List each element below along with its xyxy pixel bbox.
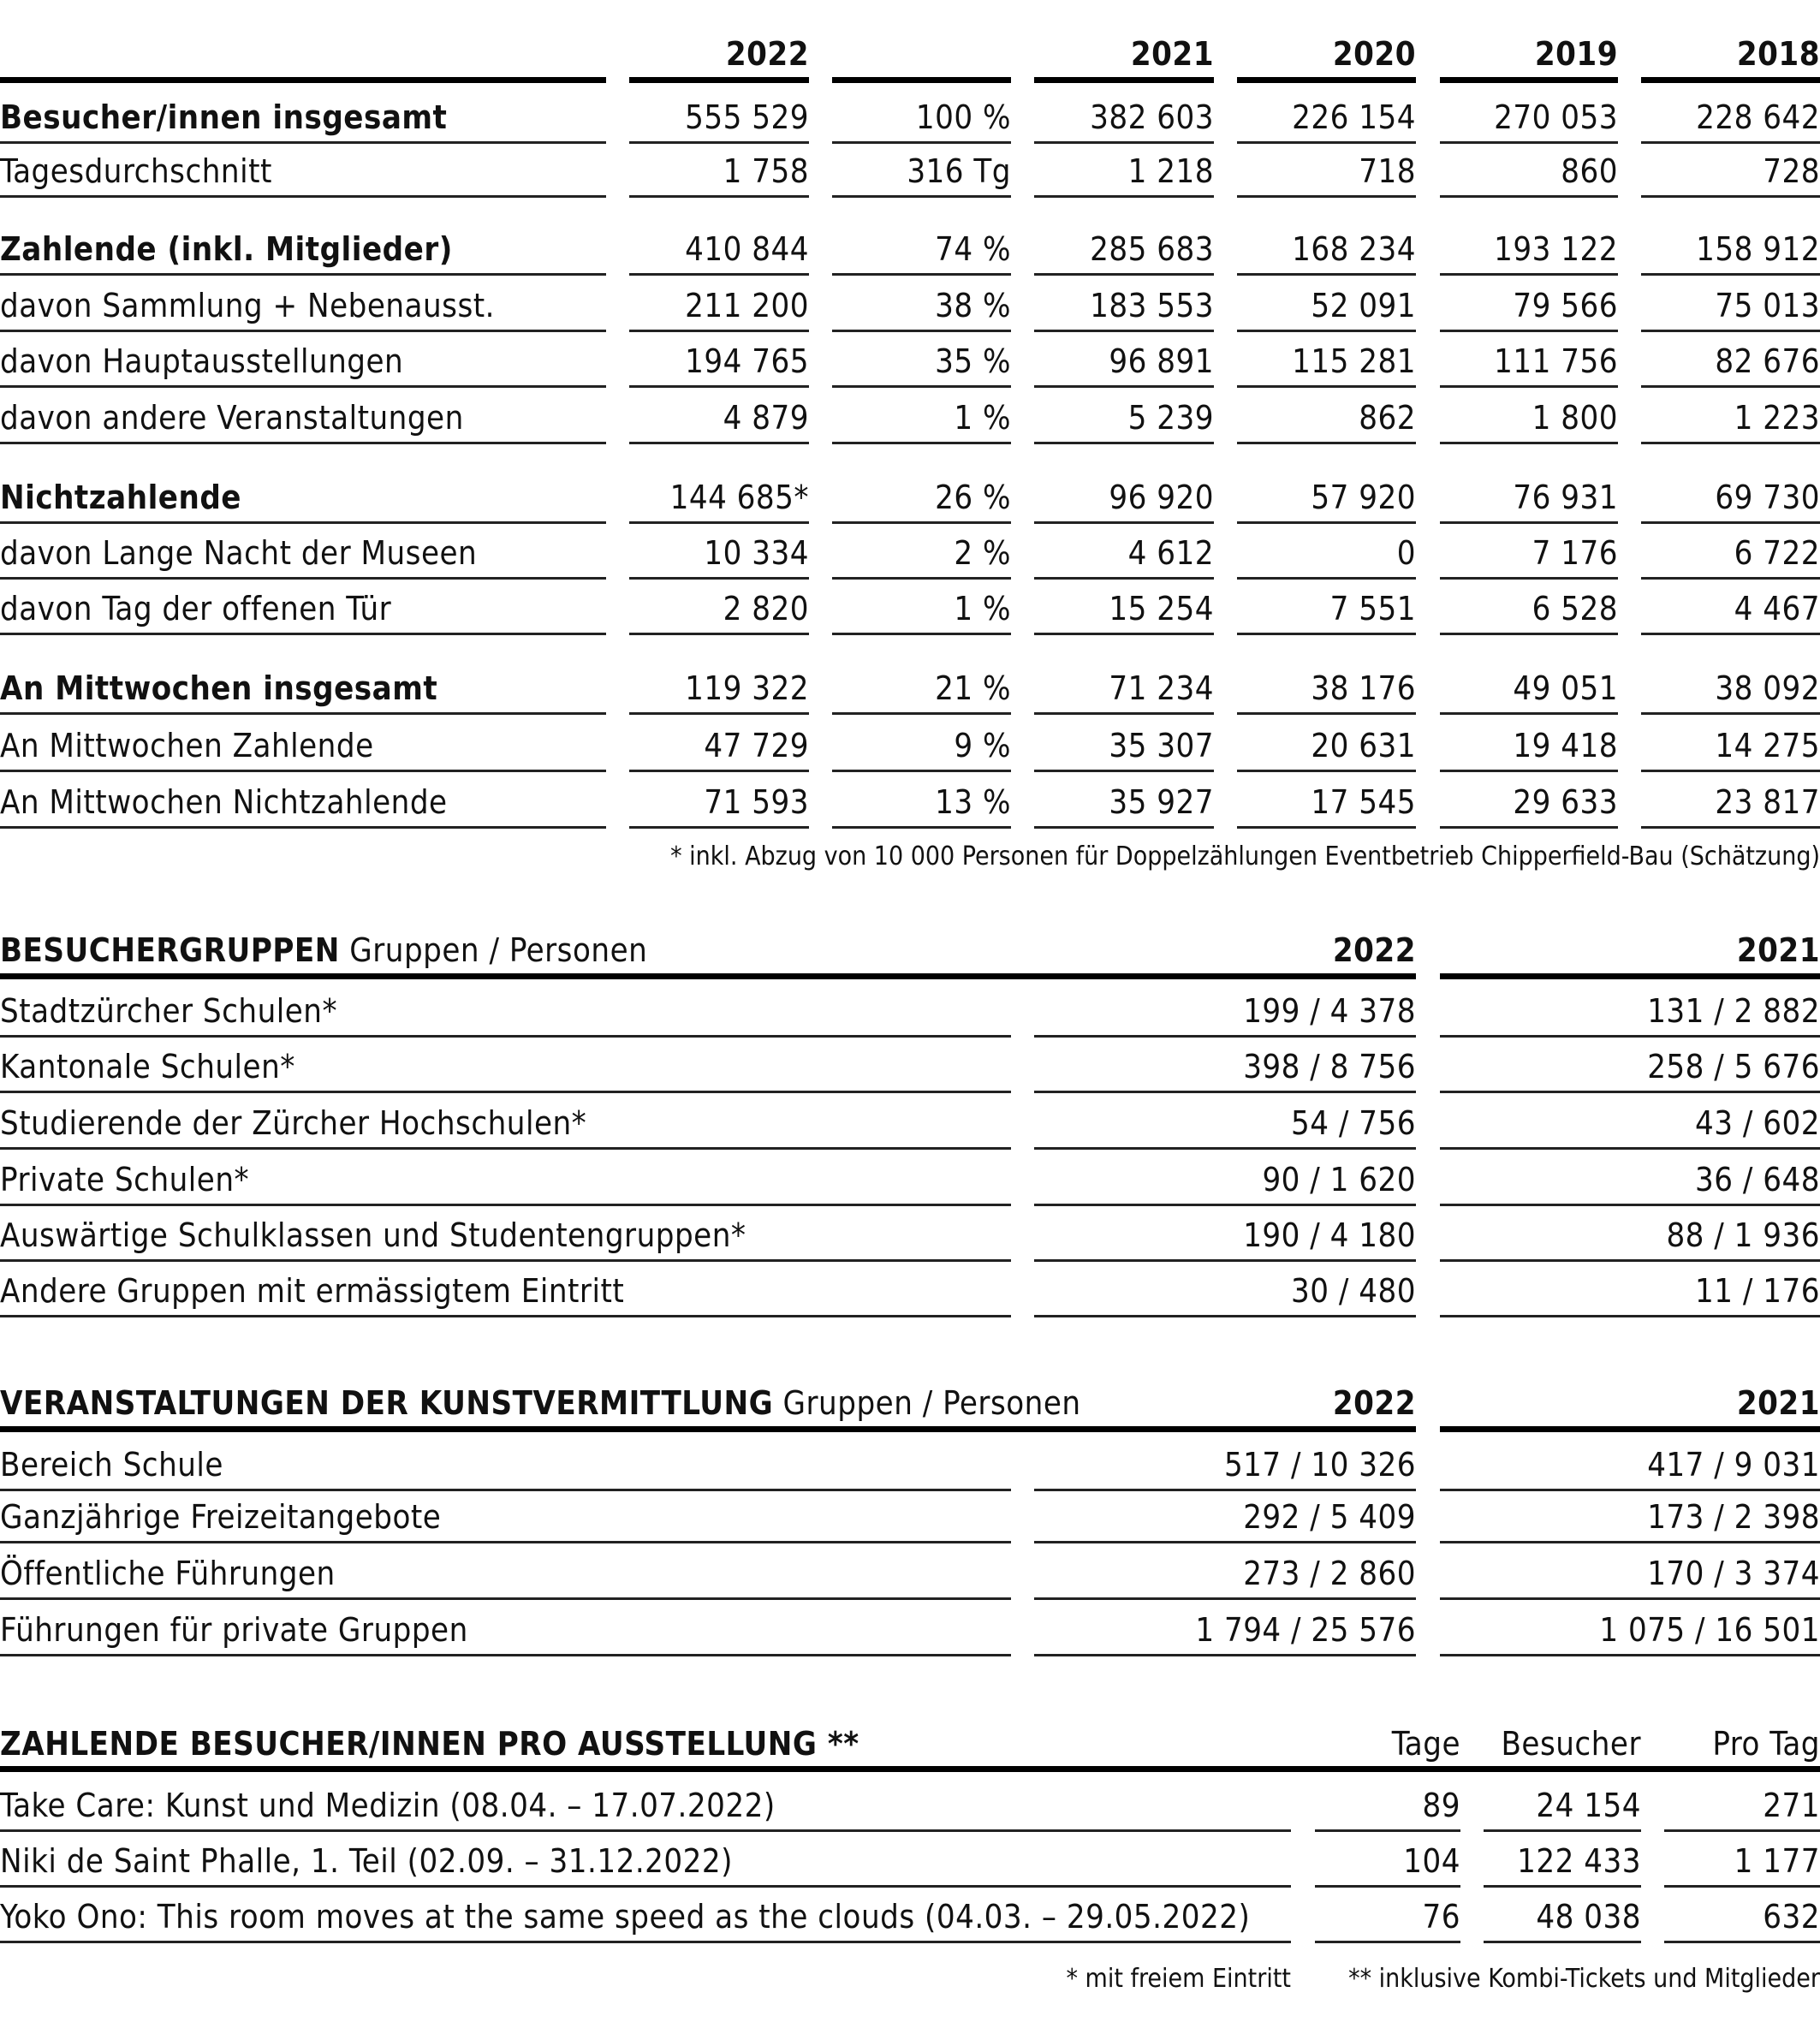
section-subtitle: Gruppen / Personen	[782, 1384, 1081, 1422]
cell-value: 2 %	[954, 534, 1011, 572]
row-rule	[0, 577, 606, 580]
row-label: Stadtzürcher Schulen*	[0, 992, 338, 1030]
row-rule	[1641, 826, 1820, 829]
cell-value: 190 / 4 180	[1243, 1216, 1416, 1254]
row-rule	[0, 1204, 1011, 1206]
row-rule	[1315, 1941, 1460, 1943]
row-rule	[0, 1259, 1011, 1262]
footnote: * inkl. Abzug von 10 000 Personen für Doppelzählungen Eventbetrieb Chipperfield-Bau (Schätzung)	[670, 842, 1820, 871]
cell-value: 11 / 176	[1695, 1272, 1820, 1310]
row-label: davon Sammlung + Nebenausst.	[0, 287, 496, 324]
cell-value: 1 %	[954, 399, 1011, 437]
row-rule	[629, 633, 809, 635]
row-rule	[0, 141, 606, 144]
header-rule	[1237, 77, 1416, 83]
row-label: An Mittwochen insgesamt	[0, 669, 438, 707]
cell-value: 38 092	[1715, 669, 1820, 707]
header-rule	[1034, 77, 1214, 83]
column-header: Besucher	[1501, 1725, 1641, 1763]
row-rule	[0, 442, 606, 444]
row-label: Studierende der Zürcher Hochschulen*	[0, 1104, 587, 1142]
cell-value: 398 / 8 756	[1243, 1048, 1416, 1085]
cell-value: 173 / 2 398	[1647, 1498, 1820, 1536]
cell-value: 632	[1763, 1898, 1820, 1936]
header-rule	[832, 77, 1011, 83]
row-rule	[1315, 1885, 1460, 1888]
row-rule	[832, 577, 1011, 580]
cell-value: 194 765	[685, 342, 809, 380]
row-rule	[1034, 577, 1214, 580]
cell-value: 1 177	[1734, 1842, 1820, 1880]
cell-value: 1 800	[1532, 399, 1618, 437]
row-rule	[1440, 1147, 1820, 1150]
header-rule	[1440, 1426, 1820, 1432]
cell-value: 258 / 5 676	[1647, 1048, 1820, 1085]
cell-value: 144 685*	[669, 479, 809, 516]
column-header: Tage	[1391, 1725, 1460, 1763]
row-rule	[0, 1654, 1011, 1656]
row-rule	[1641, 141, 1820, 144]
row-rule	[1440, 442, 1618, 444]
row-rule	[1440, 1259, 1820, 1262]
cell-value: 38 %	[935, 287, 1011, 324]
year-header: 2021	[1736, 931, 1820, 969]
row-rule	[1664, 1885, 1820, 1888]
cell-value: 285 683	[1090, 230, 1214, 268]
cell-value: 382 603	[1090, 98, 1214, 136]
cell-value: 1 758	[723, 152, 809, 190]
row-label: Öffentliche Führungen	[0, 1555, 336, 1592]
cell-value: 74 %	[935, 230, 1011, 268]
cell-value: 21 %	[935, 669, 1011, 707]
cell-value: 30 / 480	[1291, 1272, 1416, 1310]
row-rule	[1641, 273, 1820, 276]
cell-value: 10 334	[704, 534, 809, 572]
footnote-kombi: ** inklusive Kombi-Tickets und Mitglieder	[1348, 1964, 1820, 1994]
row-rule	[1440, 195, 1618, 198]
row-rule	[1034, 1489, 1416, 1491]
cell-value: 7 176	[1532, 534, 1618, 572]
row-label: Yoko Ono: This room moves at the same speed as the clouds (04.03. – 29.05.2022)	[0, 1898, 1251, 1936]
row-rule	[629, 770, 809, 772]
cell-value: 90 / 1 620	[1262, 1161, 1416, 1198]
row-rule	[1664, 1829, 1820, 1832]
column-header: Pro Tag	[1712, 1725, 1820, 1763]
row-rule	[1440, 712, 1618, 715]
cell-value: 0	[1396, 534, 1416, 572]
year-header: 2022	[725, 35, 809, 73]
row-rule	[1315, 1829, 1460, 1832]
cell-value: 228 642	[1696, 98, 1820, 136]
row-rule	[1484, 1885, 1641, 1888]
row-rule	[1034, 770, 1214, 772]
cell-value: 4 879	[723, 399, 809, 437]
header-rule	[629, 77, 809, 83]
row-rule	[1034, 330, 1214, 332]
row-rule	[1237, 330, 1416, 332]
row-label: davon andere Veranstaltungen	[0, 399, 464, 437]
cell-value: 88 / 1 936	[1666, 1216, 1820, 1254]
row-rule	[0, 330, 606, 332]
cell-value: 76	[1422, 1898, 1460, 1936]
cell-value: 270 053	[1494, 98, 1618, 136]
cell-value: 26 %	[935, 479, 1011, 516]
row-rule	[629, 330, 809, 332]
cell-value: 4 612	[1127, 534, 1214, 572]
row-rule	[1034, 1259, 1416, 1262]
row-rule	[1034, 195, 1214, 198]
row-rule	[1440, 273, 1618, 276]
year-header: 2018	[1736, 35, 1820, 73]
header-rule	[0, 77, 606, 83]
header-rule	[1440, 77, 1618, 83]
row-label: Führungen für private Gruppen	[0, 1611, 468, 1649]
cell-value: 35 927	[1109, 783, 1214, 821]
row-rule	[1440, 1204, 1820, 1206]
row-rule	[832, 442, 1011, 444]
cell-value: 47 729	[704, 727, 809, 764]
row-rule	[0, 195, 606, 198]
row-rule	[629, 141, 809, 144]
row-rule	[1034, 826, 1214, 829]
cell-value: 2 820	[723, 590, 809, 627]
row-rule	[0, 1091, 1011, 1093]
cell-value: 54 / 756	[1291, 1104, 1416, 1142]
row-rule	[1440, 577, 1618, 580]
row-rule	[1440, 1597, 1820, 1600]
cell-value: 76 931	[1513, 479, 1618, 516]
cell-value: 35 307	[1109, 727, 1214, 764]
row-rule	[832, 141, 1011, 144]
row-rule	[1440, 521, 1618, 524]
cell-value: 82 676	[1715, 342, 1820, 380]
row-rule	[0, 385, 606, 388]
cell-value: 19 418	[1513, 727, 1618, 764]
cell-value: 1 075 / 16 501	[1599, 1611, 1820, 1649]
row-rule	[832, 195, 1011, 198]
row-rule	[1641, 521, 1820, 524]
cell-value: 273 / 2 860	[1243, 1555, 1416, 1592]
cell-value: 57 920	[1311, 479, 1416, 516]
cell-value: 517 / 10 326	[1223, 1446, 1416, 1484]
row-rule	[1034, 1035, 1416, 1038]
cell-value: 5 239	[1127, 399, 1214, 437]
cell-value: 183 553	[1090, 287, 1214, 324]
row-rule	[1237, 712, 1416, 715]
header-rule	[0, 1426, 1416, 1432]
cell-value: 199 / 4 378	[1243, 992, 1416, 1030]
row-rule	[832, 330, 1011, 332]
row-rule	[1034, 442, 1214, 444]
row-rule	[832, 826, 1011, 829]
footnote-free-entry: * mit freiem Eintritt	[1066, 1964, 1291, 1994]
row-rule	[1641, 330, 1820, 332]
year-header: 2019	[1534, 35, 1618, 73]
cell-value: 122 433	[1517, 1842, 1641, 1880]
row-rule	[0, 1541, 1011, 1543]
cell-value: 170 / 3 374	[1647, 1555, 1820, 1592]
cell-value: 193 122	[1494, 230, 1618, 268]
row-rule	[1641, 442, 1820, 444]
row-rule	[629, 195, 809, 198]
row-rule	[1034, 141, 1214, 144]
row-rule	[1440, 1541, 1820, 1543]
cell-value: 226 154	[1292, 98, 1416, 136]
year-header: 2021	[1736, 1384, 1820, 1422]
cell-value: 1 218	[1127, 152, 1214, 190]
row-rule	[629, 385, 809, 388]
cell-value: 6 722	[1734, 534, 1820, 572]
row-rule	[1641, 195, 1820, 198]
row-rule	[1237, 826, 1416, 829]
cell-value: 168 234	[1292, 230, 1416, 268]
row-label: davon Tag der offenen Tür	[0, 590, 392, 627]
cell-value: 211 200	[685, 287, 809, 324]
cell-value: 1 223	[1734, 399, 1820, 437]
row-label: Take Care: Kunst und Medizin (08.04. – 17.07.2022)	[0, 1787, 776, 1824]
year-header: 2022	[1332, 1384, 1416, 1422]
row-rule	[832, 521, 1011, 524]
row-rule	[1641, 633, 1820, 635]
cell-value: 75 013	[1715, 287, 1820, 324]
row-rule	[832, 385, 1011, 388]
row-rule	[1237, 273, 1416, 276]
cell-value: 100 %	[915, 98, 1011, 136]
cell-value: 6 528	[1532, 590, 1618, 627]
year-header: 2020	[1332, 35, 1416, 73]
row-rule	[629, 273, 809, 276]
row-rule	[1440, 1489, 1820, 1491]
header-rule	[0, 973, 1416, 979]
row-rule	[1034, 1541, 1416, 1543]
row-rule	[1440, 1315, 1820, 1317]
cell-value: 119 322	[685, 669, 809, 707]
row-label: Private Schulen*	[0, 1161, 250, 1198]
row-rule	[1484, 1941, 1641, 1943]
row-rule	[1664, 1941, 1820, 1943]
cell-value: 860	[1561, 152, 1618, 190]
row-rule	[0, 1489, 1011, 1491]
row-rule	[1440, 826, 1618, 829]
row-label: Andere Gruppen mit ermässigtem Eintritt	[0, 1272, 625, 1310]
cell-value: 29 633	[1513, 783, 1618, 821]
row-label: Zahlende (inkl. Mitglieder)	[0, 230, 453, 268]
row-rule	[1641, 770, 1820, 772]
cell-value: 417 / 9 031	[1647, 1446, 1820, 1484]
cell-value: 104	[1403, 1842, 1460, 1880]
row-rule	[1641, 577, 1820, 580]
row-rule	[1034, 385, 1214, 388]
cell-value: 71 234	[1109, 669, 1214, 707]
cell-value: 1 %	[954, 590, 1011, 627]
cell-value: 14 275	[1715, 727, 1820, 764]
cell-value: 728	[1763, 152, 1820, 190]
row-rule	[1440, 1091, 1820, 1093]
section-title-text: VERANSTALTUNGEN DER KUNSTVERMITTLUNG	[0, 1384, 774, 1422]
row-rule	[629, 521, 809, 524]
row-rule	[0, 273, 606, 276]
cell-value: 111 756	[1494, 342, 1618, 380]
row-rule	[1237, 770, 1416, 772]
cell-value: 49 051	[1513, 669, 1618, 707]
row-rule	[832, 273, 1011, 276]
row-rule	[0, 521, 606, 524]
row-rule	[1440, 1035, 1820, 1038]
cell-value: 36 / 648	[1695, 1161, 1820, 1198]
row-rule	[1484, 1829, 1641, 1832]
cell-value: 555 529	[685, 98, 809, 136]
section-title	[0, 1384, 1081, 1422]
row-rule	[0, 1315, 1011, 1317]
row-label: davon Hauptausstellungen	[0, 342, 404, 380]
cell-value: 718	[1359, 152, 1416, 190]
row-rule	[1034, 1091, 1416, 1093]
row-rule	[0, 1147, 1011, 1150]
section-title: ZAHLENDE BESUCHER/INNEN PRO AUSSTELLUNG **	[0, 1725, 859, 1763]
cell-value: 115 281	[1292, 342, 1416, 380]
row-rule	[1440, 141, 1618, 144]
row-rule	[1034, 1654, 1416, 1656]
row-rule	[629, 712, 809, 715]
cell-value: 4 467	[1734, 590, 1820, 627]
row-rule	[0, 1941, 1291, 1943]
row-rule	[1440, 330, 1618, 332]
row-rule	[0, 712, 606, 715]
row-rule	[1440, 633, 1618, 635]
row-label: Ganzjährige Freizeitangebote	[0, 1498, 442, 1536]
row-rule	[0, 633, 606, 635]
row-rule	[1237, 195, 1416, 198]
row-rule	[0, 770, 606, 772]
row-rule	[1641, 385, 1820, 388]
row-rule	[1034, 633, 1214, 635]
cell-value: 410 844	[685, 230, 809, 268]
cell-value: 862	[1359, 399, 1416, 437]
cell-value: 71 593	[704, 783, 809, 821]
row-rule	[1034, 273, 1214, 276]
cell-value: 292 / 5 409	[1243, 1498, 1416, 1536]
row-rule	[1237, 633, 1416, 635]
cell-value: 48 038	[1536, 1898, 1641, 1936]
row-rule	[1034, 712, 1214, 715]
row-label: An Mittwochen Zahlende	[0, 727, 374, 764]
row-label: Bereich Schule	[0, 1446, 223, 1484]
row-label: Besucher/innen insgesamt	[0, 98, 448, 136]
row-rule	[1237, 385, 1416, 388]
cell-value: 9 %	[954, 727, 1011, 764]
cell-value: 23 817	[1715, 783, 1820, 821]
cell-value: 96 920	[1109, 479, 1214, 516]
row-label: davon Lange Nacht der Museen	[0, 534, 478, 572]
row-rule	[1440, 1654, 1820, 1656]
cell-value: 158 912	[1696, 230, 1820, 268]
year-header: 2022	[1332, 931, 1416, 969]
row-rule	[629, 577, 809, 580]
cell-value: 96 891	[1109, 342, 1214, 380]
row-label: Nichtzahlende	[0, 479, 241, 516]
header-rule	[1641, 77, 1820, 83]
section-subtitle: Gruppen / Personen	[349, 931, 648, 969]
row-rule	[832, 770, 1011, 772]
cell-value: 38 176	[1311, 669, 1416, 707]
cell-value: 7 551	[1329, 590, 1416, 627]
cell-value: 20 631	[1311, 727, 1416, 764]
row-label: Niki de Saint Phalle, 1. Teil (02.09. – 31.12.2022)	[0, 1842, 734, 1880]
row-rule	[0, 1885, 1291, 1888]
row-rule	[832, 633, 1011, 635]
cell-value: 89	[1422, 1787, 1460, 1824]
row-rule	[0, 1597, 1011, 1600]
row-label: An Mittwochen Nichtzahlende	[0, 783, 448, 821]
row-rule	[0, 1035, 1011, 1038]
row-rule	[1440, 385, 1618, 388]
cell-value: 131 / 2 882	[1647, 992, 1820, 1030]
row-rule	[0, 1829, 1291, 1832]
cell-value: 15 254	[1109, 590, 1214, 627]
cell-value: 271	[1763, 1787, 1820, 1824]
row-label: Tagesdurchschnitt	[0, 152, 272, 190]
row-rule	[1237, 577, 1416, 580]
row-rule	[1034, 1147, 1416, 1150]
header-rule	[0, 1766, 1820, 1772]
cell-value: 79 566	[1513, 287, 1618, 324]
cell-value: 1 794 / 25 576	[1195, 1611, 1416, 1649]
row-rule	[1034, 1315, 1416, 1317]
row-rule	[1034, 1597, 1416, 1600]
cell-value: 69 730	[1715, 479, 1820, 516]
row-rule	[1440, 770, 1618, 772]
row-label: Auswärtige Schulklassen und Studentengruppen*	[0, 1216, 746, 1254]
cell-value: 316 Tg	[907, 152, 1011, 190]
cell-value: 43 / 602	[1695, 1104, 1820, 1142]
row-rule	[0, 826, 606, 829]
row-rule	[832, 712, 1011, 715]
cell-value: 24 154	[1536, 1787, 1641, 1824]
cell-value: 13 %	[935, 783, 1011, 821]
cell-value: 35 %	[935, 342, 1011, 380]
section-title-text: BESUCHERGRUPPEN	[0, 931, 340, 969]
row-label: Kantonale Schulen*	[0, 1048, 295, 1085]
cell-value: 17 545	[1311, 783, 1416, 821]
row-rule	[629, 826, 809, 829]
row-rule	[1237, 141, 1416, 144]
year-header: 2021	[1130, 35, 1214, 73]
row-rule	[1237, 442, 1416, 444]
cell-value: 52 091	[1311, 287, 1416, 324]
row-rule	[1641, 712, 1820, 715]
section-title	[0, 931, 648, 969]
row-rule	[1034, 521, 1214, 524]
row-rule	[1034, 1204, 1416, 1206]
row-rule	[629, 442, 809, 444]
header-rule	[1440, 973, 1820, 979]
row-rule	[1237, 521, 1416, 524]
